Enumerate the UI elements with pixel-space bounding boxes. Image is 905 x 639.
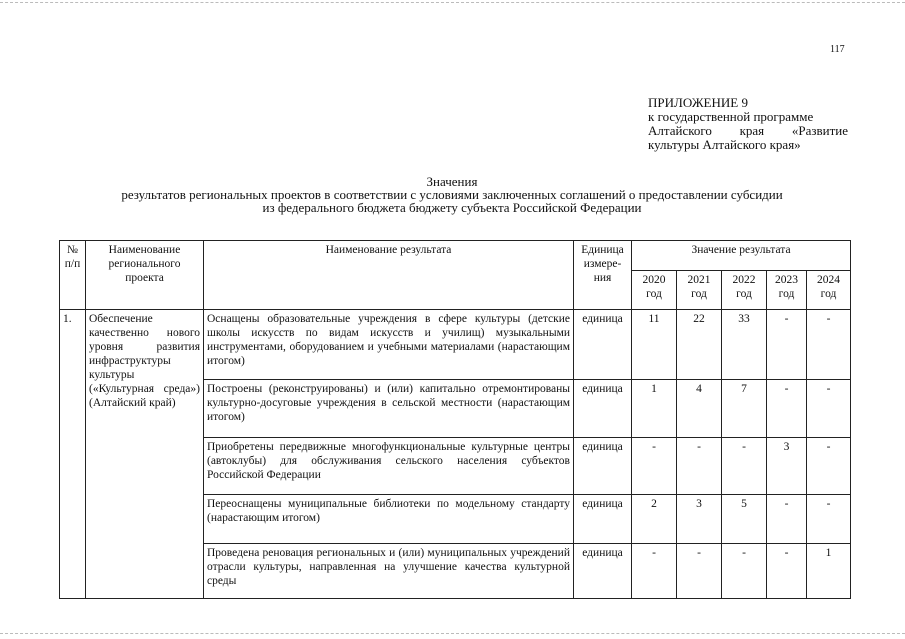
value-cell: 2 bbox=[632, 495, 677, 544]
header-num: № п/п bbox=[60, 241, 86, 310]
result-name: Построены (реконструированы) и (или) капитально отремонтированы культурно-досуговые учреждения в сельской местности (нарастающим итогом) bbox=[204, 380, 574, 438]
header-project: Наименование регионального проекта bbox=[86, 241, 204, 310]
result-name: Оснащены образовательные учреждения в сфере культуры (детские школы искусств по видам искусств и училищ) музыкальными инструментами, оборудованием и учебными материалами (нарастающим итогом) bbox=[204, 310, 574, 380]
value-cell: 22 bbox=[677, 310, 722, 380]
unit-cell: единица bbox=[574, 544, 632, 599]
value-cell: 3 bbox=[677, 495, 722, 544]
table-row bbox=[60, 310, 851, 380]
value-cell: - bbox=[767, 544, 807, 599]
header-values-group: Значение результата bbox=[632, 241, 851, 271]
scan-edge-top bbox=[0, 2, 905, 4]
results-table bbox=[59, 240, 851, 599]
header-result: Наименование результата bbox=[204, 241, 574, 310]
scan-edge-bottom bbox=[0, 633, 905, 635]
value-cell: - bbox=[807, 310, 851, 380]
appendix-header bbox=[648, 96, 848, 152]
header-year: 2023 год bbox=[767, 271, 807, 310]
result-name: Приобретены передвижные многофункциональные культурные центры (автоклубы) для обслуживания сельского населения субъектов Российской Федерации bbox=[204, 438, 574, 495]
project-num: 1. bbox=[60, 310, 86, 599]
value-cell: 33 bbox=[722, 310, 767, 380]
value-cell: 5 bbox=[722, 495, 767, 544]
appendix-program: к государственной программе bbox=[648, 109, 814, 124]
unit-cell: единица bbox=[574, 438, 632, 495]
appendix-program-name-end: культуры Алтайского края» bbox=[648, 137, 801, 152]
value-cell: 1 bbox=[807, 544, 851, 599]
header-year: 2020 год bbox=[632, 271, 677, 310]
result-name: Переоснащены муниципальные библиотеки по модельному стандарту (нарастающим итогом) bbox=[204, 495, 574, 544]
unit-cell: единица bbox=[574, 495, 632, 544]
value-cell: 11 bbox=[632, 310, 677, 380]
value-cell: - bbox=[767, 495, 807, 544]
result-name: Проведена реновация региональных и (или) муниципальных учреждений отрасли культуры, направленная на улучшение качества культурной среды bbox=[204, 544, 574, 599]
header-year: 2024 год bbox=[807, 271, 851, 310]
value-cell: 1 bbox=[632, 380, 677, 438]
appendix-label: ПРИЛОЖЕНИЕ 9 bbox=[648, 95, 748, 110]
value-cell: - bbox=[632, 544, 677, 599]
value-cell: - bbox=[807, 438, 851, 495]
header-year: 2021 год bbox=[677, 271, 722, 310]
unit-cell: единица bbox=[574, 310, 632, 380]
value-cell: - bbox=[677, 438, 722, 495]
value-cell: - bbox=[767, 310, 807, 380]
document-title bbox=[40, 175, 864, 214]
value-cell: - bbox=[677, 544, 722, 599]
header-unit: Единица измере- ния bbox=[574, 241, 632, 310]
project-name: Обеспечение качественно нового уровня развития инфраструктуры культуры («Культурная среда») (Алтайский край) bbox=[86, 310, 204, 599]
appendix-program-name: Алтайского края «Развитие bbox=[648, 123, 848, 138]
header-year: 2022 год bbox=[722, 271, 767, 310]
value-cell: - bbox=[807, 380, 851, 438]
value-cell: - bbox=[722, 438, 767, 495]
value-cell: - bbox=[722, 544, 767, 599]
title-line-1: Значения bbox=[426, 174, 478, 189]
value-cell: 7 bbox=[722, 380, 767, 438]
title-line-3: из федерального бюджета бюджету субъекта Российской Федерации bbox=[262, 200, 642, 215]
value-cell: 3 bbox=[767, 438, 807, 495]
value-cell: 4 bbox=[677, 380, 722, 438]
title-line-2: результатов региональных проектов в соответствии с условиями заключенных соглашений о предоставлении субсидии bbox=[121, 187, 783, 202]
unit-cell: единица bbox=[574, 380, 632, 438]
page-number: 117 bbox=[830, 44, 845, 55]
value-cell: - bbox=[632, 438, 677, 495]
value-cell: - bbox=[767, 380, 807, 438]
value-cell: - bbox=[807, 495, 851, 544]
